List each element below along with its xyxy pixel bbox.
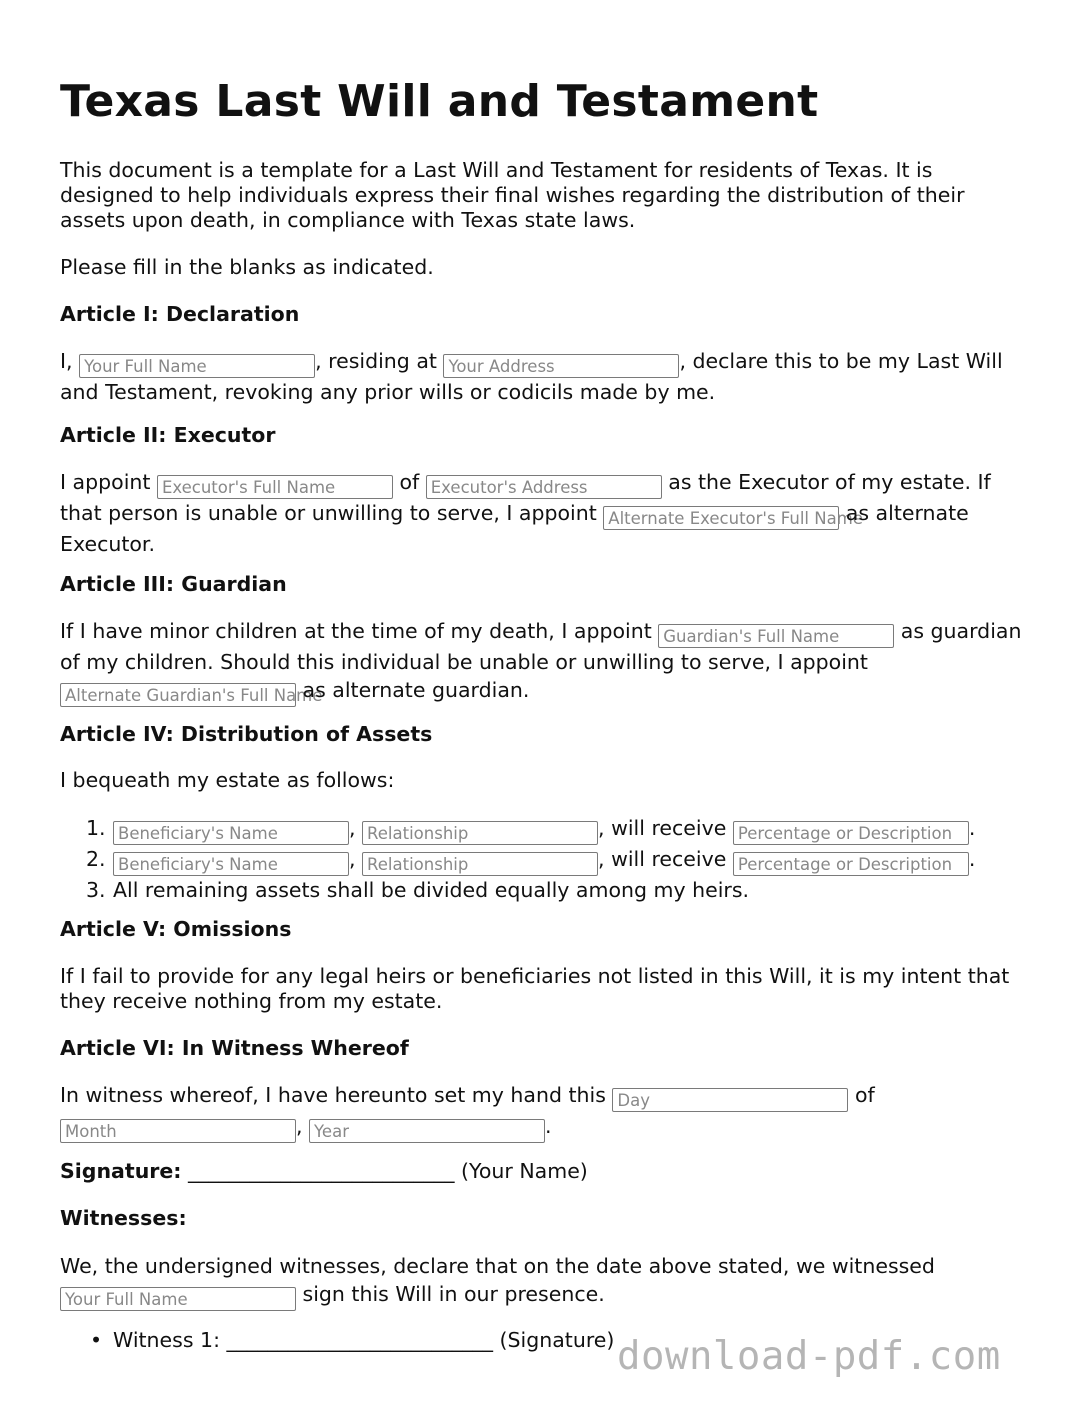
witnesses-heading: Witnesses: bbox=[60, 1206, 187, 1230]
article-2-text bbox=[60, 468, 1030, 558]
text-fragment: . bbox=[968, 847, 976, 871]
text-fragment: as guardian of my children. Should this individual be unable or unwilling to serve, I appoint bbox=[60, 619, 1022, 674]
executor-address-field[interactable]: Executor's Address bbox=[426, 475, 662, 499]
alternate-executor-field[interactable]: Alternate Executor's Full Name bbox=[603, 506, 839, 530]
beneficiary-2-relationship-field[interactable]: Relationship bbox=[362, 852, 598, 876]
intro-paragraph: This document is a template for a Last Will and Testament for residents of Texas. It is designed to help individuals express their final wishes regarding the distribution of their assets upon death, in compliance with Texas state laws. bbox=[60, 158, 965, 232]
text-fragment: , will receive bbox=[598, 816, 733, 840]
text-fragment: of bbox=[392, 470, 426, 494]
article-4-heading: Article IV: Distribution of Assets bbox=[60, 722, 433, 746]
text-fragment: , bbox=[349, 847, 363, 871]
text-fragment: We, the undersigned witnesses, declare that on the date above stated, we witnessed bbox=[60, 1254, 935, 1278]
text-fragment: , bbox=[296, 1114, 310, 1138]
watermark: download-pdf.com bbox=[617, 1334, 1001, 1379]
signature-line bbox=[60, 1159, 1030, 1184]
testator-name-field[interactable]: Your Full Name bbox=[79, 354, 315, 378]
text-fragment: If I have minor children at the time of my death, I appoint bbox=[60, 619, 659, 643]
article-6-text bbox=[60, 1081, 1030, 1143]
page-title: Texas Last Will and Testament bbox=[60, 76, 819, 127]
executor-name-field[interactable]: Executor's Full Name bbox=[157, 475, 393, 499]
list-number: 2. bbox=[86, 847, 106, 871]
day-field[interactable]: Day bbox=[612, 1088, 848, 1112]
beneficiary-1-relationship-field[interactable]: Relationship bbox=[362, 821, 598, 845]
signature-blank: __________________________ bbox=[181, 1159, 462, 1183]
beneficiary-1-name-field[interactable]: Beneficiary's Name bbox=[113, 821, 349, 845]
bullet-icon: • bbox=[90, 1328, 103, 1352]
alternate-guardian-field[interactable]: Alternate Guardian's Full Name bbox=[60, 683, 296, 707]
article-5-text: If I fail to provide for any legal heirs or beneficiaries not listed in this Will, it is my intent that they receive nothing from my estate. bbox=[60, 964, 1010, 1013]
beneficiary-1-share-field[interactable]: Percentage or Description bbox=[733, 821, 969, 845]
text-fragment: In witness whereof, I have hereunto set my hand this bbox=[60, 1083, 613, 1107]
text-fragment: , bbox=[349, 816, 363, 840]
list-item bbox=[60, 876, 1030, 904]
text-fragment: . bbox=[968, 816, 976, 840]
list-number: 1. bbox=[86, 816, 106, 840]
article-6-heading: Article VI: In Witness Whereof bbox=[60, 1036, 409, 1060]
signature-label: Signature: bbox=[60, 1159, 182, 1183]
list-item-text: All remaining assets shall be divided equally among my heirs. bbox=[113, 878, 750, 902]
bequest-list bbox=[60, 814, 1030, 904]
text-fragment: . bbox=[545, 1114, 552, 1138]
text-fragment: , declare this to be my Last Will and Testament, revoking any prior wills or codicils made by me. bbox=[60, 349, 1003, 404]
text-fragment: I appoint bbox=[60, 470, 157, 494]
text-fragment: , will receive bbox=[598, 847, 733, 871]
article-1-text bbox=[60, 347, 1030, 406]
beneficiary-2-name-field[interactable]: Beneficiary's Name bbox=[113, 852, 349, 876]
witnesses-text bbox=[60, 1252, 1030, 1311]
list-item bbox=[60, 845, 1030, 876]
text-fragment: as alternate guardian. bbox=[296, 678, 530, 702]
fill-instructions: Please fill in the blanks as indicated. bbox=[60, 255, 434, 279]
article-1-heading: Article I: Declaration bbox=[60, 302, 300, 326]
article-3-heading: Article III: Guardian bbox=[60, 572, 287, 596]
year-field[interactable]: Year bbox=[309, 1119, 545, 1143]
testator-address-field[interactable]: Your Address bbox=[443, 354, 679, 378]
text-fragment: I, bbox=[60, 349, 80, 373]
beneficiary-2-share-field[interactable]: Percentage or Description bbox=[733, 852, 969, 876]
guardian-name-field[interactable]: Guardian's Full Name bbox=[658, 624, 894, 648]
article-5-heading: Article V: Omissions bbox=[60, 917, 292, 941]
text-fragment: of bbox=[848, 1083, 875, 1107]
list-number: 3. bbox=[86, 878, 106, 902]
witness-1-text: Witness 1: __________________________ (Signature) bbox=[113, 1328, 615, 1352]
text-fragment: as the Executor of my estate. If that person is unable or unwilling to serve, I appoint bbox=[60, 470, 991, 525]
witnessed-name-field[interactable]: Your Full Name bbox=[60, 1287, 296, 1311]
text-fragment: sign this Will in our presence. bbox=[296, 1282, 605, 1306]
text-fragment: , residing at bbox=[315, 349, 444, 373]
text-fragment: as alternate Executor. bbox=[60, 501, 969, 556]
article-3-text bbox=[60, 617, 1030, 707]
article-4-intro: I bequeath my estate as follows: bbox=[60, 768, 395, 792]
article-2-heading: Article II: Executor bbox=[60, 423, 276, 447]
signature-suffix: (Your Name) bbox=[461, 1159, 588, 1183]
month-field[interactable]: Month bbox=[60, 1119, 296, 1143]
list-item bbox=[60, 814, 1030, 845]
